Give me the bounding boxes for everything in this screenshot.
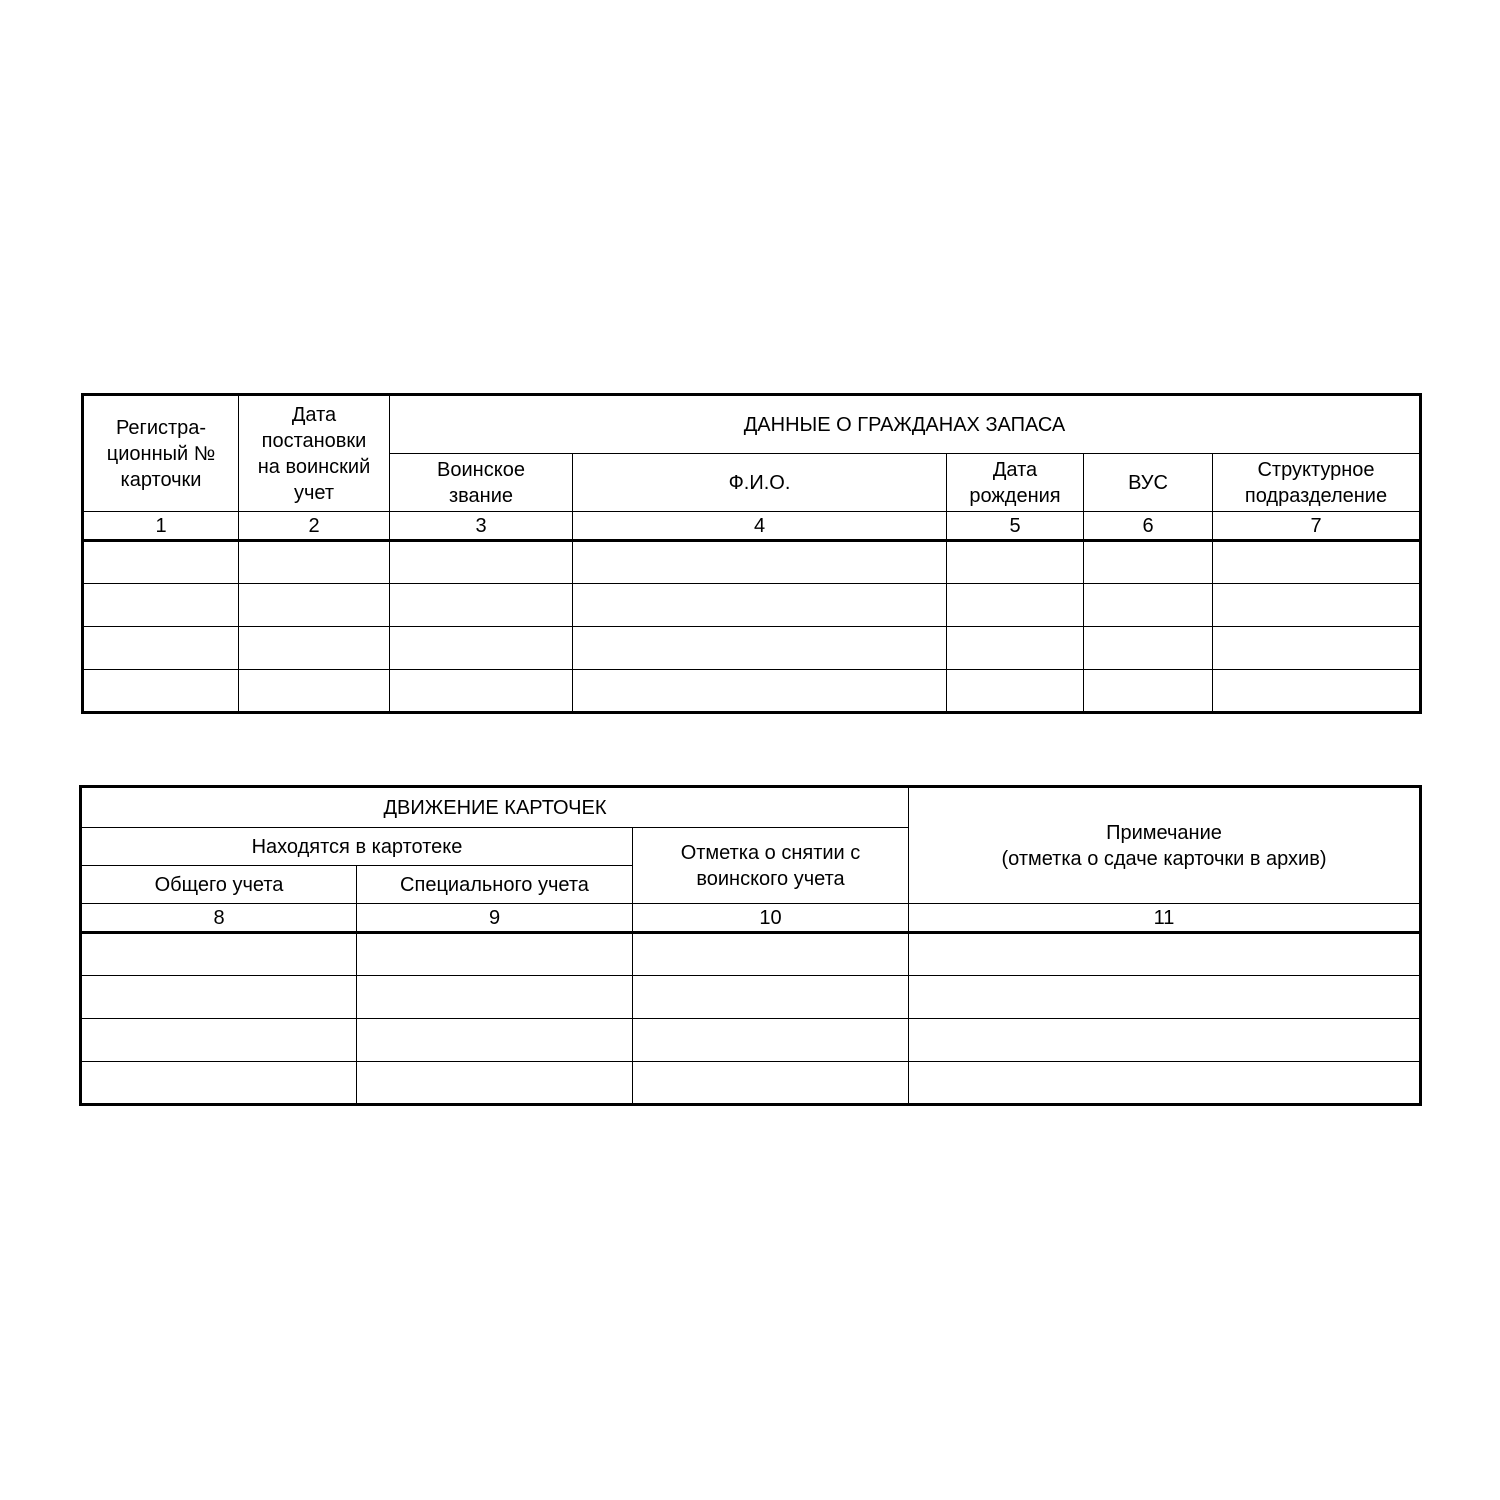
header-special-registration: Специального учета: [357, 866, 633, 904]
table-cell[interactable]: [239, 584, 390, 627]
column-numbers-row: [83, 512, 1421, 541]
header-removal-mark: Отметка о снятии с воинского учета: [633, 828, 909, 904]
table-cell[interactable]: [909, 1062, 1421, 1105]
column-number: 10: [633, 904, 909, 933]
column-number: 6: [1084, 512, 1213, 541]
table-cell[interactable]: [1084, 584, 1213, 627]
column-number: 7: [1213, 512, 1421, 541]
table-cell[interactable]: [239, 670, 390, 713]
header-unit: Структурное подразделение: [1213, 454, 1421, 512]
table-cell[interactable]: [947, 584, 1084, 627]
table-row: [81, 1019, 1421, 1062]
table-cell[interactable]: [1084, 541, 1213, 584]
table-cell[interactable]: [239, 627, 390, 670]
table-cell[interactable]: [83, 670, 239, 713]
table-cell[interactable]: [1213, 541, 1421, 584]
reserve-citizens-table: [81, 393, 1422, 714]
table-row: [83, 584, 1421, 627]
header-military-rank: Воинское звание: [390, 454, 573, 512]
table-cell[interactable]: [357, 1019, 633, 1062]
column-number: 4: [573, 512, 947, 541]
table-row: [81, 1062, 1421, 1105]
table-cell[interactable]: [947, 627, 1084, 670]
table-cell[interactable]: [83, 541, 239, 584]
header-in-file: Находятся в картотеке: [81, 828, 633, 866]
column-number: 3: [390, 512, 573, 541]
table-cell[interactable]: [81, 1062, 357, 1105]
table-row: [81, 933, 1421, 976]
header-note: Примечание (отметка о сдаче карточки в архив): [909, 787, 1421, 904]
table-row: [81, 976, 1421, 1019]
table-cell[interactable]: [390, 627, 573, 670]
table-cell[interactable]: [1084, 627, 1213, 670]
header-birth-date: Дата рождения: [947, 454, 1084, 512]
table-cell[interactable]: [1213, 627, 1421, 670]
column-number: 9: [357, 904, 633, 933]
header-vus: ВУС: [1084, 454, 1213, 512]
table-cell[interactable]: [909, 1019, 1421, 1062]
column-number: 5: [947, 512, 1084, 541]
header-registration-date: Дата постановки на воинский учет: [239, 395, 390, 512]
card-movement-table: [79, 785, 1422, 1106]
column-number: 1: [83, 512, 239, 541]
table-cell[interactable]: [633, 933, 909, 976]
table-cell[interactable]: [573, 541, 947, 584]
table-cell[interactable]: [357, 1062, 633, 1105]
header-reserve-data-group: ДАННЫЕ О ГРАЖДАНАХ ЗАПАСА: [390, 395, 1421, 454]
table-cell[interactable]: [81, 933, 357, 976]
table-cell[interactable]: [573, 627, 947, 670]
column-number: 11: [909, 904, 1421, 933]
table-cell[interactable]: [357, 933, 633, 976]
table-cell[interactable]: [83, 584, 239, 627]
column-number: 8: [81, 904, 357, 933]
table-cell[interactable]: [947, 541, 1084, 584]
table-cell[interactable]: [573, 584, 947, 627]
column-number: 2: [239, 512, 390, 541]
table-cell[interactable]: [81, 976, 357, 1019]
table-cell[interactable]: [633, 976, 909, 1019]
header-reg-number: Регистра- ционный № карточки: [83, 395, 239, 512]
table-cell[interactable]: [947, 670, 1084, 713]
table-cell[interactable]: [1213, 670, 1421, 713]
table-cell[interactable]: [239, 541, 390, 584]
table-cell[interactable]: [390, 541, 573, 584]
header-card-movement-group: ДВИЖЕНИЕ КАРТОЧЕК: [81, 787, 909, 828]
table-row: [83, 541, 1421, 584]
table-row: [83, 627, 1421, 670]
header-full-name: Ф.И.О.: [573, 454, 947, 512]
table-cell[interactable]: [633, 1019, 909, 1062]
table-cell[interactable]: [357, 976, 633, 1019]
table-cell[interactable]: [633, 1062, 909, 1105]
header-general-registration: Общего учета: [81, 866, 357, 904]
table-row: [83, 670, 1421, 713]
table-cell[interactable]: [909, 976, 1421, 1019]
table-cell[interactable]: [83, 627, 239, 670]
table-cell[interactable]: [390, 670, 573, 713]
table-cell[interactable]: [573, 670, 947, 713]
column-numbers-row: [81, 904, 1421, 933]
table-cell[interactable]: [1084, 670, 1213, 713]
table-cell[interactable]: [390, 584, 573, 627]
table-cell[interactable]: [909, 933, 1421, 976]
table-cell[interactable]: [81, 1019, 357, 1062]
table-cell[interactable]: [1213, 584, 1421, 627]
